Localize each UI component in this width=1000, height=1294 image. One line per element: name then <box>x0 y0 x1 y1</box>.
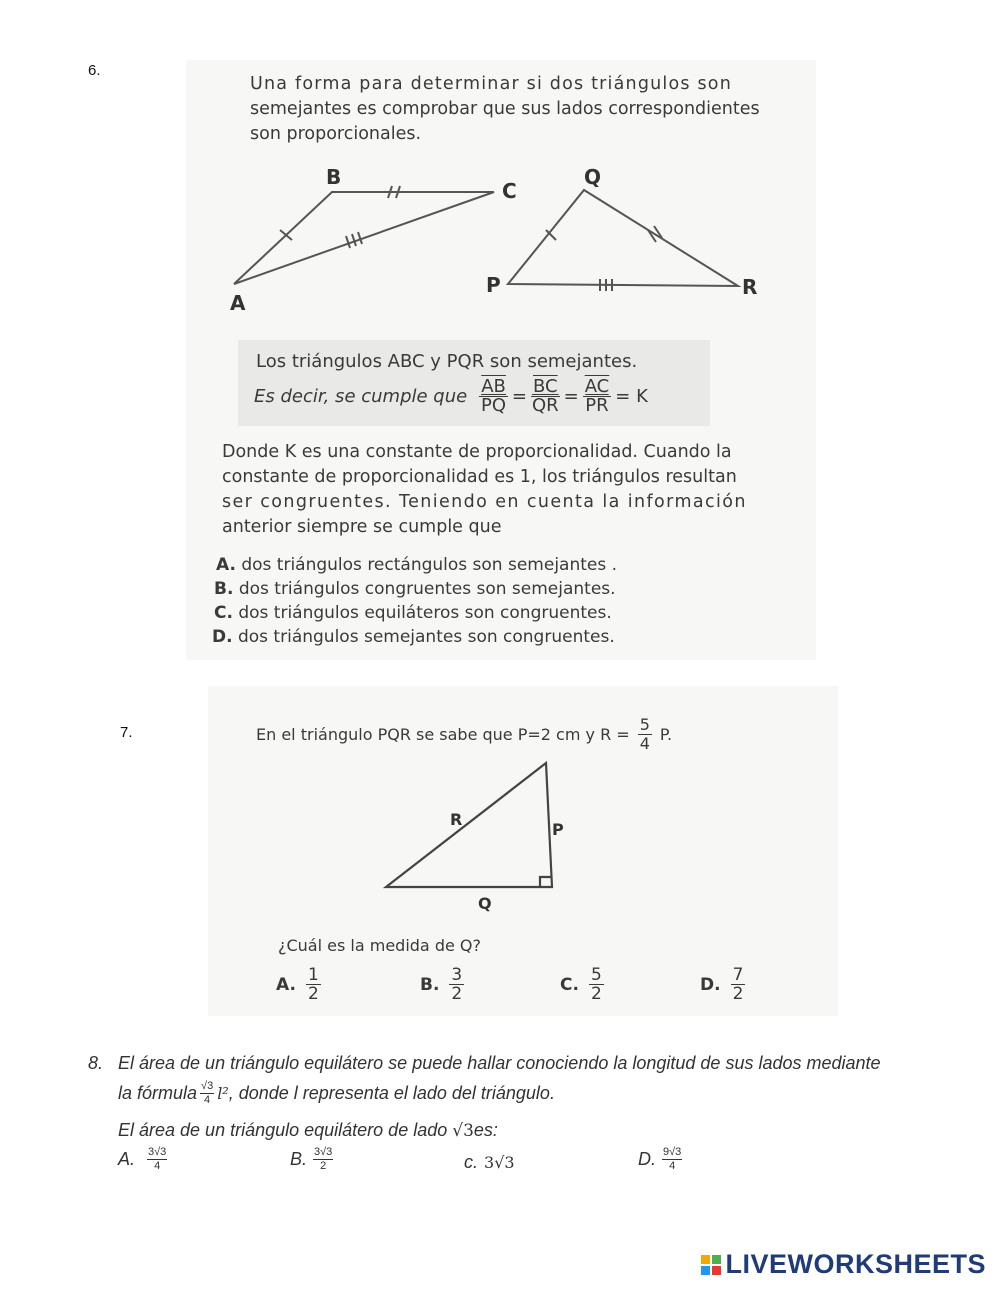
liveworksheets-wordmark: LIVEWORKSHEETS <box>725 1249 986 1279</box>
constant-k: = K <box>615 385 648 407</box>
q6-box-line2-prefix: Es decir, se cumple que <box>254 385 468 407</box>
q7-prompt <box>256 716 672 753</box>
triangle-abc <box>234 192 494 284</box>
q8-formula-tail: l² <box>217 1084 229 1103</box>
equals-sign-1: = <box>511 385 527 407</box>
question-8-number: 8. <box>88 1053 104 1073</box>
q8-option-d[interactable]: D. $\frac{9√3}{4}$ <box>638 1146 682 1172</box>
q6-intro-line2: semejantes es comprobar que sus lados correspondientes <box>250 99 760 119</box>
q7-option-c[interactable]: C. $\frac{5}{2}$ <box>560 965 602 1004</box>
ratio-bc-qr: $\frac{\overline{BC}}{QR}$ <box>531 376 559 416</box>
q8-formula-fraction: $\frac{√3}{4}$ <box>201 1080 214 1106</box>
q6-option-c[interactable]: C. dos triángulos equiláteros son congruentes. <box>214 603 612 623</box>
label-Q: Q <box>584 165 602 189</box>
q7-option-b[interactable]: B. $\frac{3}{2}$ <box>420 965 463 1004</box>
right-triangle <box>386 763 552 887</box>
q6-body-line1: Donde K es una constante de proporcionalidad. Cuando la <box>222 442 732 462</box>
q6-body <box>222 440 782 540</box>
q6-body-line2: constante de proporcionalidad es 1, los triángulos resultan <box>222 467 737 487</box>
q6-triangles-figure <box>220 160 780 320</box>
q8-line1: El área de un triángulo equilátero se puede hallar conociendo la longitud de sus lados mediante <box>118 1053 881 1073</box>
q6-box-line2 <box>254 378 648 415</box>
ratio-ac-pr: $\frac{\overline{AC}}{PR}$ <box>584 376 610 416</box>
q6-option-a[interactable]: A. dos triángulos rectángulos son semejantes . <box>216 555 618 575</box>
liveworksheets-logo <box>701 1249 986 1280</box>
label-Q: Q <box>478 894 492 913</box>
ratio-ab-pq: $\frac{\overline{AB}}{PQ}$ <box>481 376 507 416</box>
q7-option-a[interactable]: A. $\frac{1}{2}$ <box>276 965 319 1004</box>
q7-prompt-prefix: En el triángulo PQR se sabe que P=2 cm y R = <box>256 724 630 744</box>
q6-body-line4: anterior siempre se cumple que <box>222 517 502 537</box>
q6-option-b[interactable]: B. dos triángulos congruentes son semejantes. <box>214 579 616 599</box>
q7-prompt-suffix: P. <box>659 724 673 744</box>
label-P: P <box>552 820 564 839</box>
triangle-pqr <box>508 190 738 286</box>
q8-option-c[interactable]: c. 3√3 <box>464 1152 515 1172</box>
q8-line3: El área de un triángulo equilátero de lado √3es: <box>118 1120 498 1141</box>
q6-intro-line3: son proporcionales. <box>250 124 422 144</box>
q7-prompt-fraction: $\frac{5}{4}$ <box>639 715 650 753</box>
q8-side-value: √3 <box>452 1121 474 1141</box>
equals-sign-2: = <box>563 385 579 407</box>
label-R: R <box>742 275 758 299</box>
label-R: R <box>450 810 463 829</box>
question-7-number: 7. <box>120 724 133 741</box>
q7-right-triangle-figure <box>380 755 580 915</box>
q6-box-line1: Los triángulos ABC y PQR son semejantes. <box>256 351 638 372</box>
label-A: A <box>230 291 246 315</box>
q8-option-b[interactable]: B. $\frac{3√3}{2}$ <box>290 1146 333 1172</box>
q6-intro-line1: Una forma para determinar si dos triángulos son <box>250 74 732 94</box>
q8-line2: la fórmula $\frac{√3}{4}$ l² , donde l representa el lado del triángulo. <box>118 1080 555 1106</box>
q6-intro <box>250 72 810 147</box>
label-C: C <box>502 179 517 203</box>
label-P: P <box>486 273 501 297</box>
q6-option-d[interactable]: D. dos triángulos semejantes son congruentes. <box>212 627 615 647</box>
q6-body-line3: ser congruentes. Teniendo en cuenta la información <box>222 492 747 512</box>
q8-option-a[interactable]: A. $\frac{3√3}{4}$ <box>118 1146 167 1172</box>
question-6-number: 6. <box>88 62 101 79</box>
label-B: B <box>326 165 342 189</box>
liveworksheets-icon <box>701 1255 721 1275</box>
q7-option-d[interactable]: D. $\frac{7}{2}$ <box>700 965 744 1004</box>
q7-question: ¿Cuál es la medida de Q? <box>278 936 481 955</box>
